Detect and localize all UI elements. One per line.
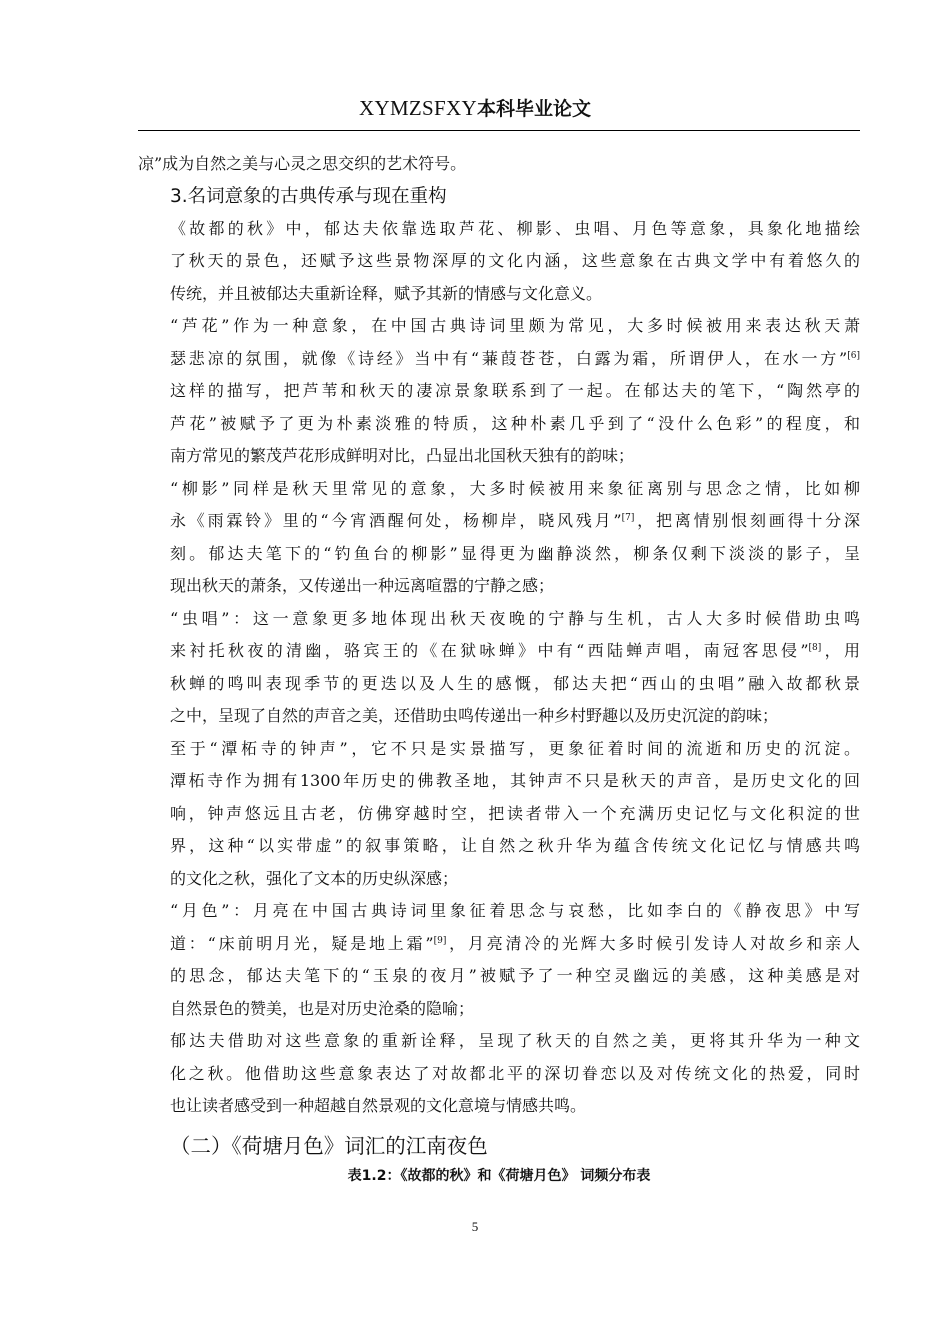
text-line	[138, 343, 860, 376]
header-prefix: XYMZSFXY	[359, 96, 477, 120]
citation-ref: [7]	[621, 513, 635, 523]
text-fragment: ，月亮清冷的光辉大多时候引发诗人对故乡和亲人	[446, 933, 860, 953]
text-line: 也让读者感受到一种超越自然景观的文化意境与情感共鸣。	[170, 1096, 587, 1115]
paragraph-temple-bell	[138, 733, 860, 896]
citation-ref: [9]	[433, 935, 447, 946]
paragraph-conclusion	[138, 1025, 860, 1123]
text-fragment: ，把离情别恨刻画得十分深	[634, 511, 860, 530]
text-line: 界，这种“以实带虚”的叙事策略，让自然之秋升华为蕴含传统文化记忆与情感共鸣	[170, 836, 860, 855]
citation-ref: [6]	[847, 350, 860, 361]
text-line: 潭柘寺作为拥有1300年历史的佛教圣地，其钟声不只是秋天的声音，是历史文化的回	[170, 771, 860, 790]
paragraph-imagery-intro	[138, 213, 860, 311]
text-line: 郁达夫借助对这些意象的重新诠释，呈现了秋天的自然之美，更将其升华为一种文	[170, 1031, 860, 1050]
paragraph-willow-shadow	[138, 473, 860, 603]
continuation-paragraph	[138, 148, 860, 181]
section-heading-3: 3.名词意象的古典传承与现在重构	[170, 185, 447, 207]
text-line: 《故都的秋》中，郁达夫依靠选取芦花、柳影、虫唱、月色等意象，具象化地描绘	[170, 218, 860, 238]
text-line	[138, 928, 860, 961]
page-header	[0, 94, 950, 123]
text-line: 刻。郁达夫笔下的“钓鱼台的柳影”显得更为幽静淡然，柳条仅剩下淡淡的影子，呈	[170, 543, 860, 563]
paragraph-insect-song	[138, 603, 860, 733]
text-line: 秋蝉的鸣叫表现季节的更迭以及人生的感慨，郁达夫把“西山的虫唱”融入故都秋景	[170, 673, 860, 693]
paragraph-moonlight	[138, 895, 860, 1025]
text-line: 至于“潭柘寺的钟声”，它不只是实景描写，更象征着时间的流逝和历史的沉淀。	[170, 738, 860, 758]
text-fragment: 来衬托秋夜的清幽，骆宾王的《在狱咏蝉》中有“西陆蝉声唱，南冠客思侵”	[170, 641, 809, 660]
paragraph-reed-flower	[138, 310, 860, 473]
text-line: “月色”：月亮在中国古典诗词里象征着思念与哀愁，比如李白的《静夜思》中写	[170, 901, 860, 920]
text-line: 现出秋天的萧条，又传递出一种远离喧嚣的宁静之感；	[170, 576, 555, 595]
citation-ref: [8]	[808, 643, 822, 653]
text-line	[138, 635, 860, 668]
text-line: “柳影”同样是秋天里常见的意象，大多时候被用来象征离别与思念之情，比如柳	[170, 478, 860, 498]
text-line: 传统，并且被郁达夫重新诠释，赋予其新的情感与文化意义。	[170, 283, 603, 303]
text-line: “芦花”作为一种意象，在中国古典诗词里颇为常见，大多时候被用来表达秋天萧	[170, 316, 860, 335]
text-line: 的思念，郁达夫笔下的“玉泉的夜月”被赋予了一种空灵幽远的美感，这种美感是对	[170, 966, 860, 985]
continuation-text: 凉”成为自然之美与心灵之思交织的艺术符号。	[138, 154, 467, 173]
section-heading-2: （二）《荷塘月色》词汇的江南夜色	[170, 1133, 488, 1158]
text-fragment: 道：“床前明月光，疑是地上霜”	[170, 933, 434, 953]
text-line: 芦花”被赋予了更为朴素淡雅的特质，这种朴素几乎到了“没什么色彩”的程度，和	[170, 413, 860, 433]
text-line: 这样的描写，把芦苇和秋天的凄凉景象联系到了一起。在郁达夫的笔下，“陶然亭的	[170, 381, 860, 400]
table-caption: 表1.2：《故都的秋》和《荷塘月色》 词频分布表	[347, 1167, 651, 1184]
text-line: 的文化之秋，强化了文本的历史纵深感；	[170, 868, 459, 888]
text-fragment: 永《雨霖铃》里的“今宵酒醒何处，杨柳岸，晓风残月”	[170, 511, 622, 530]
text-line: 自然景色的赞美，也是对历史沧桑的隐喻；	[170, 998, 475, 1018]
text-line: 化之秋。他借助这些意象表达了对故都北平的深切眷恋以及对传统文化的热爱，同时	[170, 1063, 860, 1083]
text-line: 南方常见的繁茂芦花形成鲜明对比，凸显出北国秋天独有的韵味；	[170, 446, 635, 465]
page-number: 5	[471, 1219, 479, 1234]
text-line	[138, 505, 860, 538]
text-line: 响，钟声悠远且古老，仿佛穿越时空，把读者带入一个充满历史记忆与文化积淀的世	[170, 803, 860, 823]
text-line: “虫唱”：这一意象更多地体现出秋天夜晚的宁静与生机，古人大多时候借助虫鸣	[170, 608, 860, 628]
text-line: 了秋天的景色，还赋予这些景物深厚的文化内涵，这些意象在古典文学中有着悠久的	[170, 251, 860, 270]
document-body	[138, 148, 860, 1187]
header-title: 本科毕业论文	[476, 98, 591, 120]
text-fragment: 瑟悲凉的氛围，就像《诗经》当中有“蒹葭苍苍，白露为霜，所谓伊人，在水一方”	[170, 348, 848, 368]
text-fragment: ，用	[821, 641, 860, 660]
header-rule	[138, 130, 860, 131]
text-line: 之中，呈现了自然的声音之美，还借助虫鸣传递出一种乡村野趣以及历史沉淀的韵味；	[170, 706, 779, 725]
